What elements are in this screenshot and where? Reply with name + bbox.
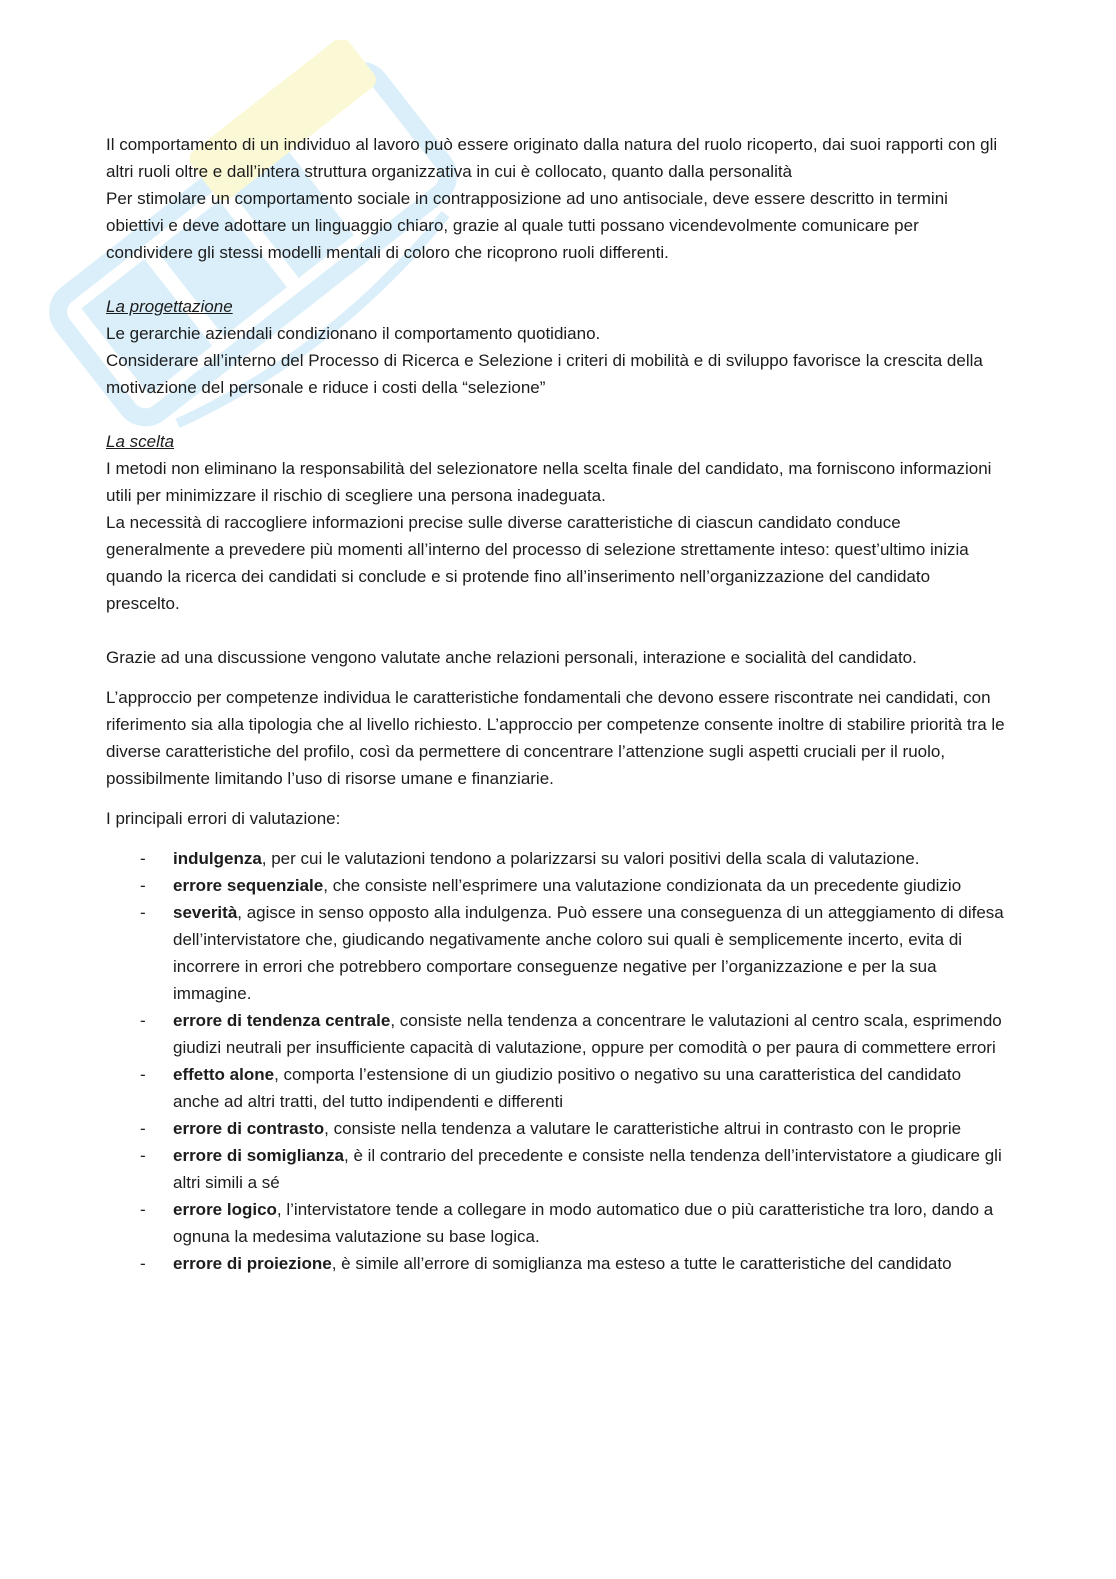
intro-paragraph-1: Il comportamento di un individuo al lavoro può essere originato dalla natura del ruolo ricoperto, dai suoi rapporti con gli altri ruoli oltre e dall’intera struttura organizzativa in cui è collocato, quanto dalla personalità (106, 135, 998, 181)
error-description: , consiste nella tendenza a concentrare le valutazioni al centro scala, esprimendo giudizi neutrali per insufficiente capacità di valutazione, oppure per comodità o per paura di commettere errori (173, 1011, 1002, 1057)
competenze-paragraph: L’approccio per competenze individua le caratteristiche fondamentali che devono essere riscontrate nei candidati, con riferimento sia alla tipologia che al livello richiesto. L’approccio per competenze consente inoltre di stabilire priorità tra le diverse caratteristiche del profilo, così da permettere di concentrare l’attenzione sugli aspetti cruciali per il ruolo, possibilmente limitando l’uso di risorse umane e finanziarie. (106, 688, 1005, 788)
list-item (106, 872, 1006, 899)
error-term: errore sequenziale (173, 876, 324, 895)
error-term: effetto alone (173, 1065, 275, 1084)
section-heading-scelta: La scelta (106, 432, 175, 451)
document-body (106, 131, 1006, 1277)
progettazione-paragraph-2: Considerare all’interno del Processo di Ricerca e Selezione i criteri di mobilità e di sviluppo favorisce la crescita della motivazione del personale e riduce i costi della “selezione” (106, 351, 983, 397)
progettazione-paragraph-1: Le gerarchie aziendali condizionano il comportamento quotidiano. (106, 324, 601, 343)
error-term: errore di somiglianza (173, 1146, 344, 1165)
discussione-paragraph: Grazie ad una discussione vengono valutate anche relazioni personali, interazione e socialità del candidato. (106, 648, 917, 667)
list-item (106, 1196, 1006, 1250)
error-description: , l’intervistatore tende a collegare in modo automatico due o più caratteristiche tra loro, dando a ognuna la medesima valutazione su base logica. (173, 1200, 994, 1246)
error-description: , è simile all’errore di somiglianza ma esteso a tutte le caratteristiche del candidato (331, 1254, 952, 1273)
section-heading-progettazione: La progettazione (106, 297, 233, 316)
list-item (106, 1007, 1006, 1061)
errors-list (106, 845, 1006, 1277)
list-item (106, 1142, 1006, 1196)
list-item (106, 1061, 1006, 1115)
error-term: errore di contrasto (173, 1119, 325, 1138)
error-description: , che consiste nell’esprimere una valutazione condizionata da un precedente giudizio (323, 876, 962, 895)
intro-paragraph-2: Per stimolare un comportamento sociale in contrapposizione ad uno antisociale, deve essere descritto in termini obiettivi e deve adottare un linguaggio chiaro, grazie al quale tutti possano vicendevolmente comunicare per condividere gli stessi modelli mentali di coloro che ricoprono ruoli differenti. (106, 189, 948, 262)
error-description: , agisce in senso opposto alla indulgenza. Può essere una conseguenza di un atteggiamento di difesa dell’intervistatore che, giudicando negativamente anche coloro sui quali è semplicemente incerto, evita di incorrere in errori che potrebbero comportare conseguenze negative per l’organizzazione e per la sua immagine. (173, 903, 1004, 1003)
list-item (106, 1115, 1006, 1142)
list-item (106, 845, 1006, 872)
errors-intro: I principali errori di valutazione: (106, 809, 341, 828)
error-description: , comporta l’estensione di un giudizio positivo o negativo su una caratteristica del candidato anche ad altri tratti, del tutto indipendenti e differenti (173, 1065, 962, 1111)
error-term: severità (173, 903, 238, 922)
error-term: indulgenza (173, 849, 262, 868)
error-description: , per cui le valutazioni tendono a polarizzarsi su valori positivi della scala di valutazione. (261, 849, 920, 868)
scelta-paragraph-2: La necessità di raccogliere informazioni precise sulle diverse caratteristiche di ciascun candidato conduce generalmente a prevedere più momenti all’interno del processo di selezione strettamente inteso: quest’ultimo inizia quando la ricerca dei candidati si conclude e si protende fino all’inserimento nell’organizzazione del candidato prescelto. (106, 513, 969, 613)
error-term: errore di proiezione (173, 1254, 332, 1273)
error-term: errore di tendenza centrale (173, 1011, 391, 1030)
list-item (106, 899, 1006, 1007)
list-item (106, 1250, 1006, 1277)
scelta-paragraph-1: I metodi non eliminano la responsabilità del selezionatore nella scelta finale del candidato, ma forniscono informazioni utili per minimizzare il rischio di scegliere una persona inadeguata. (106, 459, 992, 505)
error-term: errore logico (173, 1200, 277, 1219)
error-description: , è il contrario del precedente e consiste nella tendenza dell’intervistatore a giudicare gli altri simili a sé (173, 1146, 1002, 1192)
error-description: , consiste nella tendenza a valutare le caratteristiche altrui in contrasto con le proprie (324, 1119, 962, 1138)
